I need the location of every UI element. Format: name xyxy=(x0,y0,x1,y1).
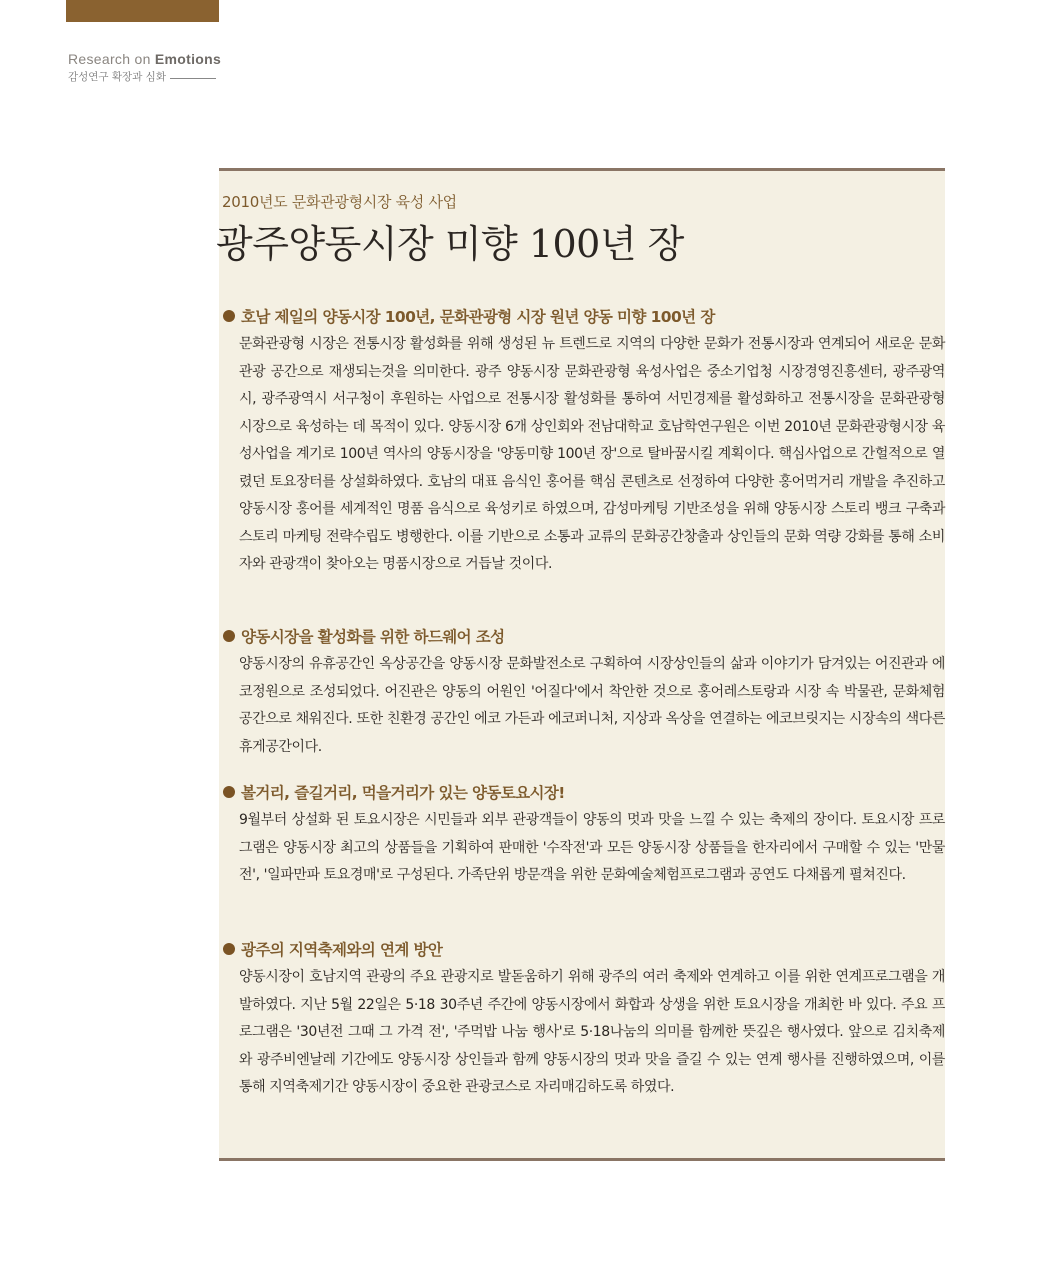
section-heading xyxy=(223,625,945,647)
article-title: 광주양동시장 미향 100년 장 xyxy=(216,222,684,266)
brand-subtitle-row xyxy=(68,69,228,84)
bullet-icon xyxy=(223,310,235,322)
article-section xyxy=(223,938,945,1102)
running-header xyxy=(68,51,228,84)
bullet-icon xyxy=(223,786,235,798)
article-section xyxy=(223,625,945,761)
section-heading-text: 광주의 지역축제와의 연계 방안 xyxy=(241,941,443,959)
brand-subtitle: 감성연구 확장과 심화 xyxy=(68,71,166,83)
article-section xyxy=(223,781,945,890)
section-body: 9월부터 상설화 된 토요시장은 시민들과 외부 관광객들이 양동의 멋과 맛을 느낄 수 있는 축제의 장이다. 토요시장 프로그램은 양동시장 최고의 상품들을 기획하여 판매한 '수작전'과 모든 양동시장 상품들을 한자리에서 구매할 수 있는 '만물전', '일파만파 토요경매'로 구성된다. 가족단위 방문객을 위한 문화예술체험프로그램과 공연도 다채롭게 펼쳐진다. xyxy=(239,812,945,883)
article-panel xyxy=(216,168,945,1161)
section-heading-text: 볼거리, 즐길거리, 먹을거리가 있는 양동토요시장! xyxy=(241,784,565,802)
section-heading-text: 호남 제일의 양동시장 100년, 문화관광형 시장 원년 양동 미향 100년 장 xyxy=(241,308,715,326)
section-heading xyxy=(223,781,945,803)
brand-emphasis: Emotions xyxy=(154,51,222,67)
brand-prefix: Research on xyxy=(68,51,151,67)
article-kicker: 2010년도 문화관광형시장 육성 사업 xyxy=(222,193,457,211)
brand-title xyxy=(68,51,228,67)
section-body: 양동시장이 호남지역 관광의 주요 관광지로 발돋움하기 위해 광주의 여러 축제와 연계하고 이를 위한 연계프로그램을 개발하였다. 지난 5월 22일은 5·18 30주년 주간에 양동시장에서 화합과 상생을 위한 토요시장을 개최한 바 있다. 주요 프로그램은 '30년전 그때 그 가격 전', '주먹밥 나눔 행사'로 5·18나눔의 의미를 함께한 뜻깊은 행사였다. 앞으로 김치축제와 광주비엔날레 기간에도 양동시장 상인들과 함께 양동시장의 멋과 맛을 즐길 수 있는 연계 행사를 진행하였으며, 이를 통해 지역축제기간 양동시장이 중요한 관광코스로 자리매김하도록 하였다. xyxy=(239,969,945,1095)
section-body: 문화관광형 시장은 전통시장 활성화를 위해 생성된 뉴 트렌드로 지역의 다양한 문화가 전통시장과 연계되어 새로운 문화관광 공간으로 재생되는것을 의미한다. 광주 양동시장 문화관광형 육성사업은 중소기업청 시장경영진흥센터, 광주광역시, 광주광역시 서구청이 후원하는 사업으로 전통시장 활성화를 통하여 서민경제를 활성화하고 전통시장을 문화관광형 시장으로 육성하는 데 목적이 있다. 양동시장 6개 상인회와 전남대학교 호남학연구원은 이번 2010년 문화관광형시장 육성사업을 계기로 100년 역사의 양동시장을 '양동미향 100년 장'으로 탈바꿈시킬 계획이다. 핵심사업으로 간헐적으로 열렸던 토요장터를 상설화하였다. 호남의 대표 음식인 홍어를 핵심 콘텐츠로 선정하여 다양한 홍어먹거리 개발을 추진하고 양동시장 홍어를 세계적인 명품 음식으로 육성키로 하였으며, 감성마케팅 기반조성을 위해 양동시장 스토리 뱅크 구축과 스토리 마케팅 전략수립도 병행한다. 이를 기반으로 소통과 교류의 문화공간창출과 상인들의 문화 역량 강화를 통해 소비자와 관광객이 찾아오는 명품시장으로 거듭날 것이다. xyxy=(239,336,945,572)
brand-color-bar xyxy=(66,0,219,22)
section-heading xyxy=(223,305,945,327)
section-heading-text: 양동시장을 활성화를 위한 하드웨어 조성 xyxy=(241,628,505,646)
bullet-icon xyxy=(223,630,235,642)
section-heading xyxy=(223,938,945,960)
article-section xyxy=(223,305,945,579)
bullet-icon xyxy=(223,943,235,955)
section-body: 양동시장의 유휴공간인 옥상공간을 양동시장 문화발전소로 구획하여 시장상인들의 삶과 이야기가 담겨있는 어진관과 에코정원으로 조성되었다. 어진관은 양동의 어원인 '어질다'에서 착안한 것으로 홍어레스토랑과 시장 속 박물관, 문화체험공간으로 채워진다. 또한 친환경 공간인 에코 가든과 에코퍼니처, 지상과 옥상을 연결하는 에코브릿지는 시장속의 색다른 휴게공간이다. xyxy=(239,656,945,755)
subtitle-rule xyxy=(170,78,216,79)
